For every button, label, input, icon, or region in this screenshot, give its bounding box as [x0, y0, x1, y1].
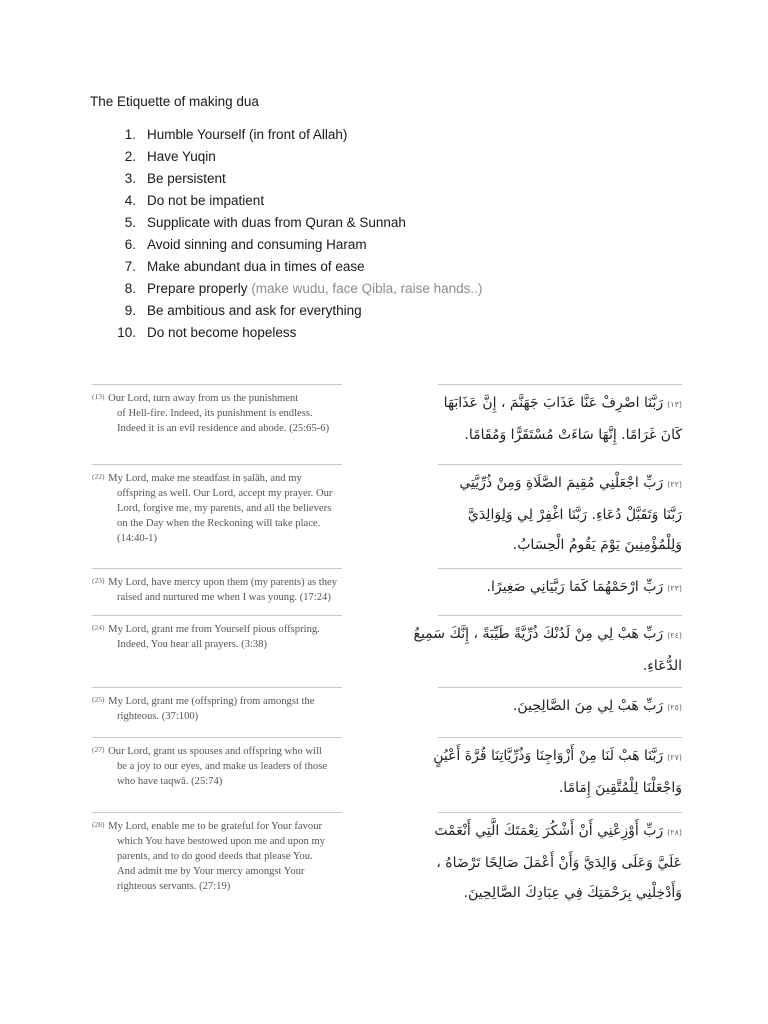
dua-english	[92, 615, 342, 687]
list-item	[108, 212, 628, 234]
dua-english-line: on the Day when the Reckoning will take place.	[117, 518, 321, 529]
dua-arabic	[438, 687, 682, 737]
list-item	[108, 124, 628, 146]
list-text: Be persistent	[147, 171, 226, 186]
etiquette-list	[108, 124, 628, 344]
dua-english	[92, 464, 342, 568]
dua-english-line: (27) Our Lord, grant us spouses and offspring who will	[92, 745, 322, 757]
dua-row	[92, 615, 682, 687]
list-number: 10.	[117, 325, 136, 340]
dua-row	[92, 812, 682, 912]
dua-arabic	[434, 812, 682, 912]
dua-english	[92, 687, 342, 737]
dua-arabic-line: (٢٨)رَبِّ أَوْزِعْنِي أَنْ أَشْكُرَ نِعْمَتَكَ الَّتِي أَنْعَمْتَ	[434, 823, 682, 839]
dua-english-line: offspring as well. Our Lord, accept my prayer. Our	[117, 488, 333, 499]
dua-english	[92, 384, 342, 464]
list-number: 4.	[124, 193, 136, 208]
dua-arabic-line: رَبَّنَا وَتَقَبَّلْ دُعَاءِ. رَبَّنَا اغْفِرْ لِي وَلِوَالِدَيَّ	[467, 507, 682, 523]
dua-ref: (24)	[92, 623, 105, 632]
list-number: 7.	[124, 259, 136, 274]
dua-arabic-line: (١٣)رَبَّنَا اصْرِفْ عَنَّا عَذَابَ جَهَنَّمَ ، إِنَّ عَذَابَهَا	[443, 395, 682, 411]
list-number: 8.	[124, 281, 136, 296]
list-text: Avoid sinning and consuming Haram	[147, 237, 367, 252]
dua-english-line: parents, and to do good deeds that please You.	[117, 851, 313, 862]
list-note: (make wudu, face Qibla, raise hands..)	[251, 281, 483, 296]
dua-ref-arabic: (٢٨)	[667, 828, 682, 837]
dua-english-line: (23) My Lord, have mercy upon them (my parents) as they	[92, 576, 338, 588]
list-item	[108, 190, 628, 212]
dua-arabic-line: وَاجْعَلْنَا لِلْمُتَّقِينَ إِمَامًا.	[558, 780, 682, 796]
list-text: Make abundant dua in times of ease	[147, 259, 365, 274]
dua-row	[92, 568, 682, 615]
dua-ref: (27)	[92, 745, 105, 754]
list-text: Have Yuqin	[147, 149, 216, 164]
dua-english-line: Indeed it is an evil residence and abode. (25:65-6)	[117, 423, 330, 434]
dua-ref: (25)	[92, 695, 105, 704]
list-item	[108, 256, 628, 278]
dua-english-line: (13) Our Lord, turn away from us the punishment	[92, 392, 299, 404]
list-item	[108, 278, 628, 300]
dua-english	[92, 568, 342, 615]
dua-ref: (13)	[92, 392, 105, 401]
dua-row	[92, 687, 682, 737]
dua-table	[92, 384, 682, 912]
dua-arabic-line: كَانَ غَرَامًا. إِنَّهَا سَاءَتْ مُسْتَقَرًّا وَمُقَامًا.	[464, 427, 682, 443]
dua-english-line: raised and nurtured me when I was young. (17:24)	[117, 592, 331, 603]
list-item	[108, 300, 628, 322]
dua-english-line: which You have bestowed upon me and upon my	[117, 836, 326, 847]
dua-english-line: who have taqwā. (25:74)	[117, 776, 223, 787]
dua-ref: (23)	[92, 576, 105, 585]
dua-arabic-line: (٢٢)رَبِّ اجْعَلْنِي مُقِيمَ الصَّلَاةِ وَمِنْ ذُرِّيَّتِي	[459, 475, 682, 491]
dua-english-line: (28) My Lord, enable me to be grateful for Your favour	[92, 820, 323, 832]
dua-arabic	[413, 615, 682, 687]
dua-arabic-line: (٢٥)رَبِّ هَبْ لِي مِنَ الصَّالِحِينَ.	[512, 698, 682, 714]
dua-english-line: righteous servants. (27:19)	[117, 881, 231, 892]
dua-arabic	[438, 464, 682, 568]
list-text	[147, 278, 482, 300]
dua-ref-arabic: (٢٥)	[667, 703, 682, 712]
dua-arabic-line: (٢٤)رَبِّ هَبْ لِي مِنْ لَدُنْكَ ذُرِّيَّةً طَيِّبَةً ، إِنَّكَ سَمِيعُ	[413, 626, 682, 642]
list-text: Be ambitious and ask for everything	[147, 303, 362, 318]
dua-english	[92, 812, 342, 912]
list-text: Do not become hopeless	[147, 325, 297, 340]
dua-english-line: Lord, forgive me, my parents, and all the believers	[117, 503, 332, 514]
dua-arabic-line: وَأَدْخِلْنِي بِرَحْمَتِكَ فِي عِبَادِكَ الصَّالِحِينَ.	[463, 885, 682, 901]
dua-arabic	[438, 384, 682, 464]
list-number: 2.	[124, 149, 136, 164]
dua-ref: (28)	[92, 820, 105, 829]
list-number: 6.	[124, 237, 136, 252]
dua-english	[92, 737, 342, 812]
dua-english-line: righteous. (37:100)	[117, 711, 199, 722]
dua-english-line: (22) My Lord, make me steadfast in ṣalāh, and my	[92, 472, 302, 484]
page-title: The Etiquette of making dua	[90, 94, 259, 109]
list-item	[108, 168, 628, 190]
dua-english-line: be a joy to our eyes, and make us leaders of those	[117, 761, 328, 772]
dua-ref: (22)	[92, 472, 105, 481]
dua-english-line: (25) My Lord, grant me (offspring) from amongst the	[92, 695, 315, 707]
dua-english-line: And admit me by Your mercy amongst Your	[117, 866, 305, 877]
dua-english-line: (14:40-1)	[117, 533, 158, 544]
list-item	[108, 322, 628, 344]
list-text-main: Prepare properly	[147, 281, 252, 296]
list-number: 9.	[124, 303, 136, 318]
dua-arabic-line: عَلَيَّ وَعَلَى وَالِدَيَّ وَأَنْ أَعْمَلَ صَالِحًا تَرْضَاهُ ،	[436, 855, 682, 871]
dua-row	[92, 384, 682, 464]
dua-arabic-line: الدُّعَاءِ.	[642, 658, 682, 674]
dua-arabic	[438, 568, 682, 615]
list-item	[108, 146, 628, 168]
dua-arabic-line: (٢٣)رَبِّ ارْحَمْهُمَا كَمَا رَبَّيَانِي صَغِيرًا.	[486, 579, 682, 595]
dua-english-line: (24) My Lord, grant me from Yourself pious offspring.	[92, 623, 320, 635]
dua-english-line: Indeed, You hear all prayers. (3:38)	[117, 639, 268, 650]
dua-ref-arabic: (٢٣)	[667, 584, 682, 593]
list-item	[108, 234, 628, 256]
dua-arabic	[433, 737, 682, 812]
dua-row	[92, 464, 682, 568]
dua-ref-arabic: (٢٧)	[667, 753, 682, 762]
dua-row	[92, 737, 682, 812]
dua-ref-arabic: (١٣)	[667, 400, 682, 409]
dua-arabic-line: (٢٧)رَبَّنَا هَبْ لَنَا مِنْ أَزْوَاجِنَا وَذُرِّيَّاتِنَا قُرَّةَ أَعْيُنٍ	[433, 748, 682, 764]
list-number: 3.	[124, 171, 136, 186]
dua-arabic-line: وَلِلْمُؤْمِنِينَ يَوْمَ يَقُومُ الْحِسَابُ.	[512, 537, 682, 553]
list-text: Do not be impatient	[147, 193, 265, 208]
dua-english-line: of Hell-fire. Indeed, its punishment is endless.	[117, 408, 313, 419]
dua-ref-arabic: (٢٢)	[667, 480, 682, 489]
list-text: Supplicate with duas from Quran & Sunnah	[147, 215, 406, 230]
list-number: 1.	[124, 127, 136, 142]
list-text: Humble Yourself (in front of Allah)	[147, 127, 348, 142]
dua-ref-arabic: (٢٤)	[667, 631, 682, 640]
list-number: 5.	[124, 215, 136, 230]
